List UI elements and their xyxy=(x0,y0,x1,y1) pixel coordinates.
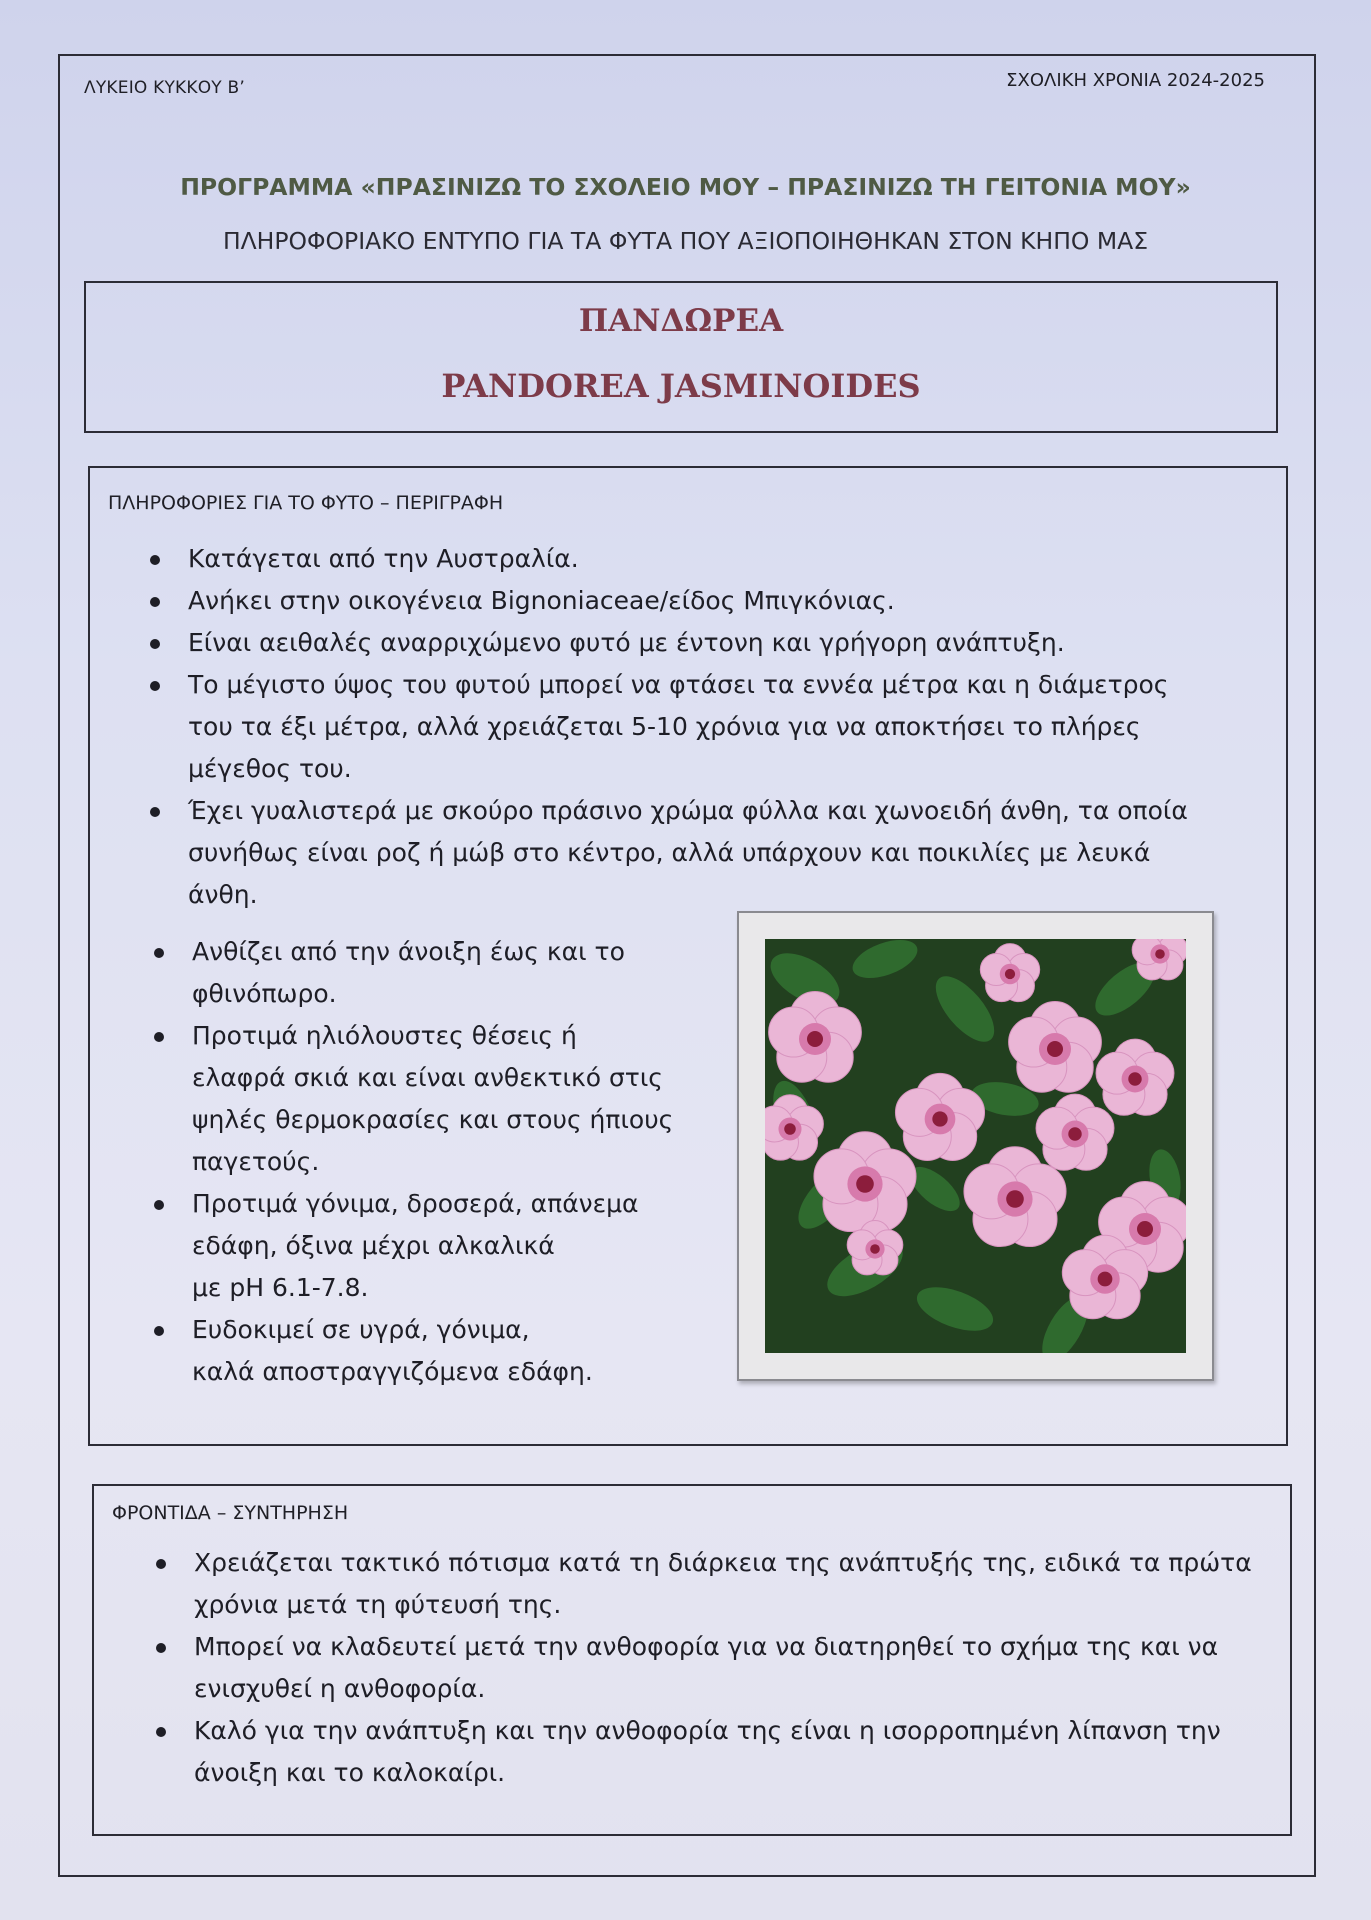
bullet-text-line: συνήθως είναι ροζ ή μώβ στο κέντρο, αλλά υπάρχουν και ποικιλίες με λευκά xyxy=(188,838,1151,867)
bullet-text-line: φθινόπωρο. xyxy=(192,979,337,1008)
bullet-item xyxy=(188,622,1268,664)
bullet-item xyxy=(192,1309,692,1393)
bullet-item xyxy=(188,664,1268,790)
bullet-text-line: Χρειάζεται τακτικό πότισμα κατά τη διάρκεια της ανάπτυξής της, ειδικά τα πρώτα xyxy=(194,1548,1252,1577)
bullet-item xyxy=(194,1542,1274,1626)
bullet-item xyxy=(188,538,1268,580)
bullet-text-line: χρόνια μετά τη φύτευσή της. xyxy=(194,1590,562,1619)
flower-center xyxy=(1128,1072,1141,1085)
plant-title-box xyxy=(84,281,1278,433)
bullet-text-line: Είναι αειθαλές αναρριχώμενο φυτό με έντονη και γρήγορη ανάπτυξη. xyxy=(188,628,1065,657)
care-bullet-list xyxy=(194,1542,1274,1794)
flower-center xyxy=(1068,1127,1081,1140)
bullet-text-line: ενισχυθεί η ανθοφορία. xyxy=(194,1674,486,1703)
bullet-text-line: παγετούς. xyxy=(192,1147,320,1176)
bullet-text-line: Μπορεί να κλαδευτεί μετά την ανθοφορία για να διατηρηθεί το σχήμα της και να xyxy=(194,1632,1219,1661)
care-section xyxy=(92,1484,1292,1836)
bullet-text-line: Κατάγεται από την Αυστραλία. xyxy=(188,544,579,573)
school-name: ΛΥΚΕΙΟ ΚΥΚΚΟΥ Β’ xyxy=(84,78,245,98)
bullet-item xyxy=(192,1015,692,1183)
flower-center xyxy=(1137,1221,1153,1237)
bullet-item xyxy=(192,931,692,1015)
bullet-item xyxy=(192,1183,692,1309)
info-bullet-list xyxy=(188,538,1268,916)
bullet-item xyxy=(194,1710,1274,1794)
school-year: ΣΧΟΛΙΚΗ ΧΡΟΝΙΑ 2024-2025 xyxy=(1006,70,1265,91)
bullet-text-line: με pH 6.1-7.8. xyxy=(192,1273,369,1302)
bullet-text-line: Έχει γυαλιστερά με σκούρο πράσινο χρώμα φύλλα και χωνοειδή άνθη, τα οποία xyxy=(188,796,1188,825)
flower-center xyxy=(1005,969,1015,979)
bullet-text-line: Καλό για την ανάπτυξη και την ανθοφορία της είναι η ισορροπημένη λίπανση την xyxy=(194,1716,1221,1745)
bullet-text-line: ψηλές θερμοκρασίες και στους ήπιους xyxy=(192,1105,674,1134)
bullet-item xyxy=(188,790,1268,916)
bullet-text-line: Ανθίζει από την άνοιξη έως και το xyxy=(192,937,625,966)
pandorea-flower-photo xyxy=(765,939,1186,1353)
leaflet-subtitle: ΠΛΗΡΟΦΟΡΙΑΚΟ ΕΝΤΥΠΟ ΓΙΑ ΤΑ ΦΥΤΑ ΠΟΥ ΑΞΙΟΠΟΙΗΘΗΚΑΝ ΣΤΟΝ ΚΗΠΟ ΜΑΣ xyxy=(222,227,1149,255)
bullet-item xyxy=(188,580,1268,622)
bullet-text-line: Προτιμά ηλιόλουστες θέσεις ή xyxy=(192,1021,577,1050)
flower-center xyxy=(870,1244,880,1254)
flower-illustration xyxy=(765,939,1186,1353)
bullet-text-line: Ανήκει στην οικογένεια Bignoniaceae/είδος Μπιγκόνιας. xyxy=(188,586,895,615)
plant-name-latin: PANDOREA JASMINOIDES xyxy=(441,367,921,405)
care-section-heading: ΦΡΟΝΤΙΔΑ – ΣΥΝΤΗΡΗΣΗ xyxy=(112,1502,349,1524)
flower-center xyxy=(1155,949,1165,959)
flower-center xyxy=(1098,1272,1113,1287)
flower-center xyxy=(856,1175,874,1193)
bullet-text-line: του τα έξι μέτρα, αλλά χρειάζεται 5-10 χρόνια για να αποκτήσει το πλήρες xyxy=(188,712,1141,741)
bullet-text-line: εδάφη, όξινα μέχρι αλκαλικά xyxy=(192,1231,555,1260)
bullet-text-line: μέγεθος του. xyxy=(188,754,352,783)
flower-center xyxy=(807,1031,823,1047)
bullet-text-line: Προτιμά γόνιμα, δροσερά, απάνεμα xyxy=(192,1189,639,1218)
bullet-text-line: καλά αποστραγγιζόμενα εδάφη. xyxy=(192,1357,593,1386)
bullet-text-line: άνθη. xyxy=(188,880,258,909)
flower-center xyxy=(1006,1190,1024,1208)
program-title: ΠΡΟΓΡΑΜΜΑ «ΠΡΑΣΙΝΙΖΩ ΤΟ ΣΧΟΛΕΙΟ ΜΟΥ – ΠΡΑΣΙΝΙΖΩ ΤΗ ΓΕΙΤΟΝΙΑ ΜΟΥ» xyxy=(180,173,1191,201)
plant-photo-frame xyxy=(737,911,1214,1381)
flower-center xyxy=(784,1123,796,1135)
flower-center xyxy=(932,1111,947,1126)
info-bullet-list-beside-photo xyxy=(192,931,692,1393)
info-section-heading: ΠΛΗΡΟΦΟΡΙΕΣ ΓΙΑ ΤΟ ΦΥΤΟ – ΠΕΡΙΓΡΑΦΗ xyxy=(108,492,504,514)
bullet-text-line: Το μέγιστο ύψος του φυτού μπορεί να φτάσει τα εννέα μέτρα και η διάμετρος xyxy=(188,670,1169,699)
flower-center xyxy=(1047,1041,1063,1057)
bullet-text-line: ελαφρά σκιά και είναι ανθεκτικό στις xyxy=(192,1063,663,1092)
plant-name-greek: ΠΑΝΔΩΡΕΑ xyxy=(578,303,784,339)
bullet-text-line: άνοιξη και το καλοκαίρι. xyxy=(194,1758,506,1787)
bullet-item xyxy=(194,1626,1274,1710)
bullet-text-line: Ευδοκιμεί σε υγρά, γόνιμα, xyxy=(192,1315,530,1344)
